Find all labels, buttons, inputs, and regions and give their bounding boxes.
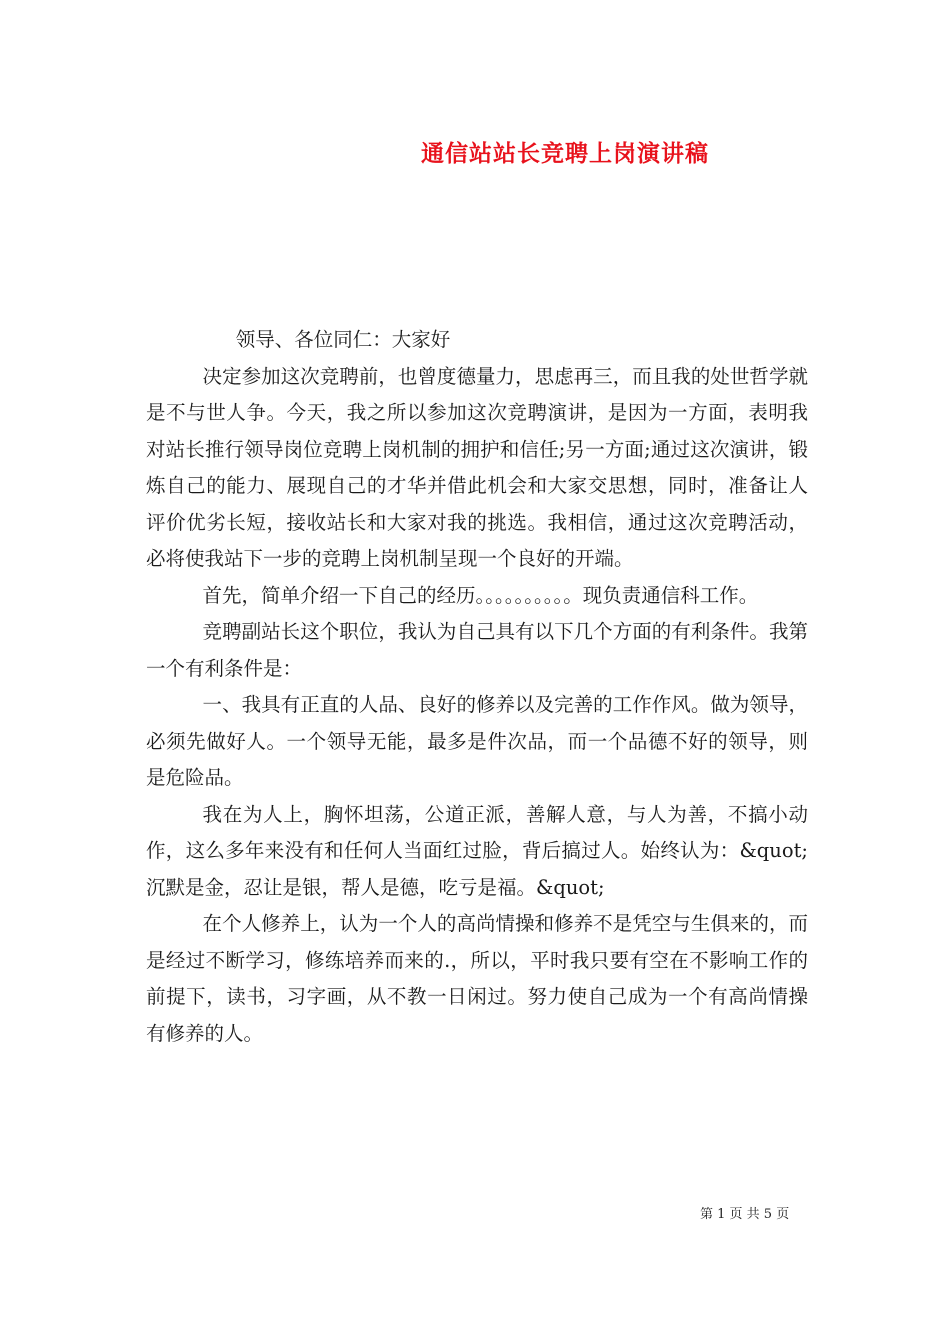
greeting-paragraph: 领导、各位同仁：大家好 [235,328,451,351]
body-paragraph: 竞聘副站长这个职位，我认为自己具有以下几个方面的有利条件。我第一个有利条件是： [146,620,808,680]
body-paragraph: 首先，简单介绍一下自己的经历。。。。。。。。。。现负责通信科工作。 [202,583,759,607]
body-paragraph: 在个人修养上，认为一个人的高尚情操和修养不是凭空与生俱来的，而是经过不断学习，修练培养而来的.，所以，平时我只要有空在不影响工作的前提下，读书，习字画，从不教一日闲过。努力使自己成为一个有高尚情操有修养的人。 [146,912,808,1045]
body-paragraph: 一、我具有正直的人品、良好的修养以及完善的工作作风。做为领导，必须先做好人。一个领导无能，最多是件次品，而一个品德不好的领导，则是危险品。 [146,693,808,789]
document-body [146,322,808,1052]
page-number-footer: 第 1 页 共 5 页 [700,1207,790,1222]
body-paragraph: 我在为人上，胸怀坦荡，公道正派，善解人意，与人为善，不搞小动作，这么多年来没有和任何人当面红过脸，背后搞过人。始终认为：&quot;沉默是金，忍让是银，帮人是德，吃亏是福。&quot; [146,802,808,899]
body-paragraph: 决定参加这次竞聘前，也曾度德量力，思虑再三，而且我的处世哲学就是不与世人争。今天，我之所以参加这次竞聘演讲，是因为一方面，表明我对站长推行领导岗位竞聘上岗机制的拥护和信任;另一方面;通过这次演讲，锻炼自己的能力、展现自己的才华并借此机会和大家交思想，同时，准备让人评价优劣长短，接收站长和大家对我的挑选。我相信，通过这次竞聘活动，必将使我站下一步的竞聘上岗机制呈现一个良好的开端。 [146,364,808,570]
document-title: 通信站站长竞聘上岗演讲稿 [421,140,709,167]
